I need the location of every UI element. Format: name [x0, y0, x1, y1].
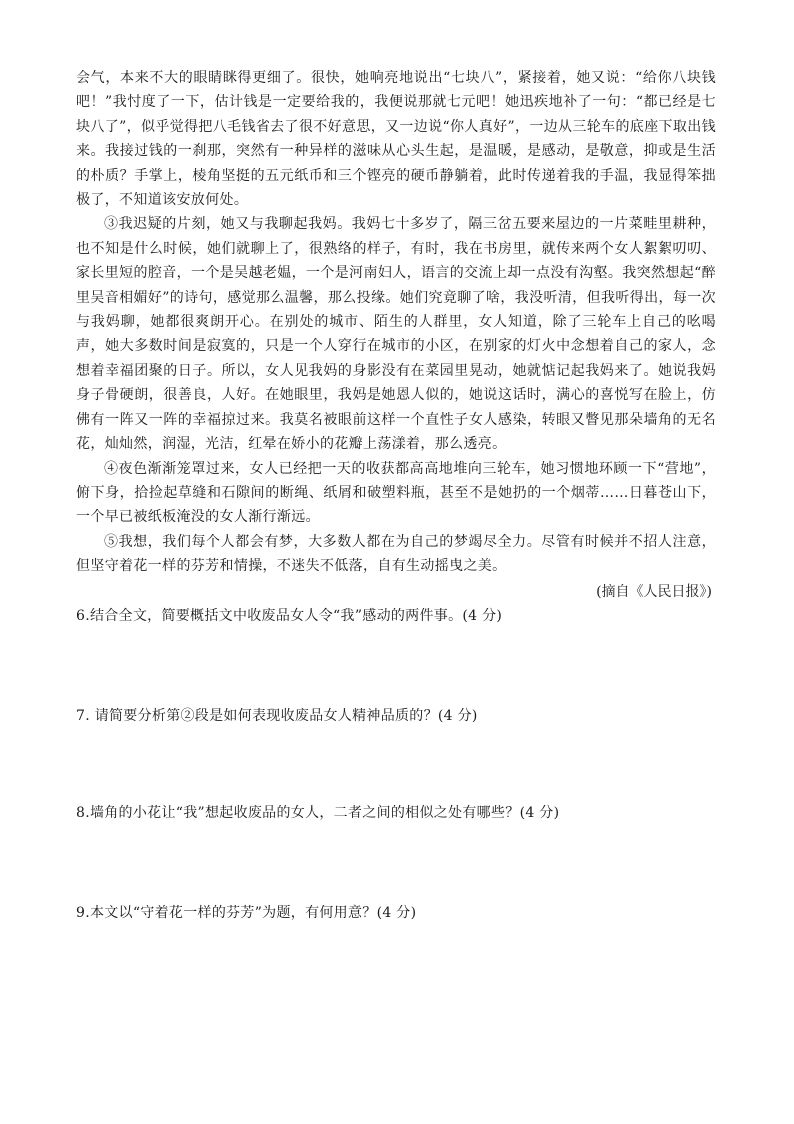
question-8: 8.墙角的小花让“我”想起收废品的女人，二者之间的相似之处有哪些？(4 分) — [76, 804, 560, 821]
passage-paragraph-3: ③我迟疑的片刻，她又与我聊起我妈。我妈七十多岁了，隔三岔五要来屋边的一片菜畦里耕种，也不知是什么时候，她们就聊上了，很熟络的样子，有时，我在书房里，就传来两个女人絮絮叨叨、家长里短的腔音，一个是吴越老媪，一个是河南妇人，语言的交流上却一点没有沟壑。我突然想起“醉里吴音相媚好”的诗句，感觉那么温馨，那么投缘。她们究竟聊了啥，我没听清，但我听得出，每一次与我妈聊，她都很爽朗开心。在别处的城市、陌生的人群里，女人知道，除了三轮车上自己的吆喝声，她大多数时间是寂寞的，只是一个人穿行在城市的小区，在别家的灯火中念想着自己的家人，念想着幸福团聚的日子。所以，女人见我妈的身影没有在菜园里晃动，她就惦记起我妈来了。她说我妈身子骨硬朗，很善良，人好。在她眼里，我妈是她恩人似的，她说这话时，满心的喜悦写在脸上，仿佛有一阵又一阵的幸福掠过来。我莫名被眼前这样一个直性子女人感染，转眼又瞥见那朵墙角的无名花，灿灿然，润湿，光洁，红晕在娇小的花瓣上荡漾着，那么透亮。 — [76, 216, 716, 453]
passage-paragraph-5: ⑤我想，我们每个人都会有梦，大多数人都在为自己的梦竭尽全力。尽管有时候并不招人注意，但坚守着花一样的芬芳和情操，不迷失不低落，自有生动摇曳之美。 — [76, 533, 716, 575]
answer-space-7[interactable] — [76, 728, 716, 801]
question-9: 9.本文以“守着花一样的芬芳”为题，有何用意？(4 分) — [76, 904, 417, 921]
answer-space-8[interactable] — [76, 825, 716, 901]
passage-paragraph-4: ④夜色渐渐笼罩过来，女人已经把一天的收获都高高地堆向三轮车，她习惯地环顾一下“营地”，俯下身，拾捡起草缝和石隙间的断绳、纸屑和破塑料瓶，甚至不是她扔的一个烟蒂……日暮苍山下，一个早已被纸板淹没的女人渐行渐远。 — [76, 460, 716, 526]
question-6: 6.结合全文，简要概括文中收废品女人令“我”感动的两件事。(4 分) — [76, 607, 503, 624]
passage-paragraph-continuation: 会气，本来不大的眼睛眯得更细了。很快，她响亮地说出“七块八”，紧接着，她又说：“给你八块钱吧！”我忖度了一下，估计钱是一定要给我的，我便说那就七元吧！她迅疾地补了一句：“都已经是七块八了”，似乎觉得把八毛钱省去了很不好意思，又一边说“你人真好”，一边从三轮车的底座下取出钱来。我接过钱的一刹那，突然有一种异样的滋味从心头生起，是温暖，是感动，是敬意，抑或是生活的朴质？手掌上，棱角坚挺的五元纸币和三个铿亮的硬币静躺着，此时传递着我的手温，我显得笨拙极了，不知道该安放何处。 — [76, 70, 716, 209]
question-7: 7. 请简要分析第②段是如何表现收废品女人精神品质的？(4 分) — [76, 707, 478, 724]
document-page — [76, 66, 716, 925]
passage-source: (摘自《人民日报》) — [596, 583, 712, 600]
answer-space-6[interactable] — [76, 628, 716, 704]
